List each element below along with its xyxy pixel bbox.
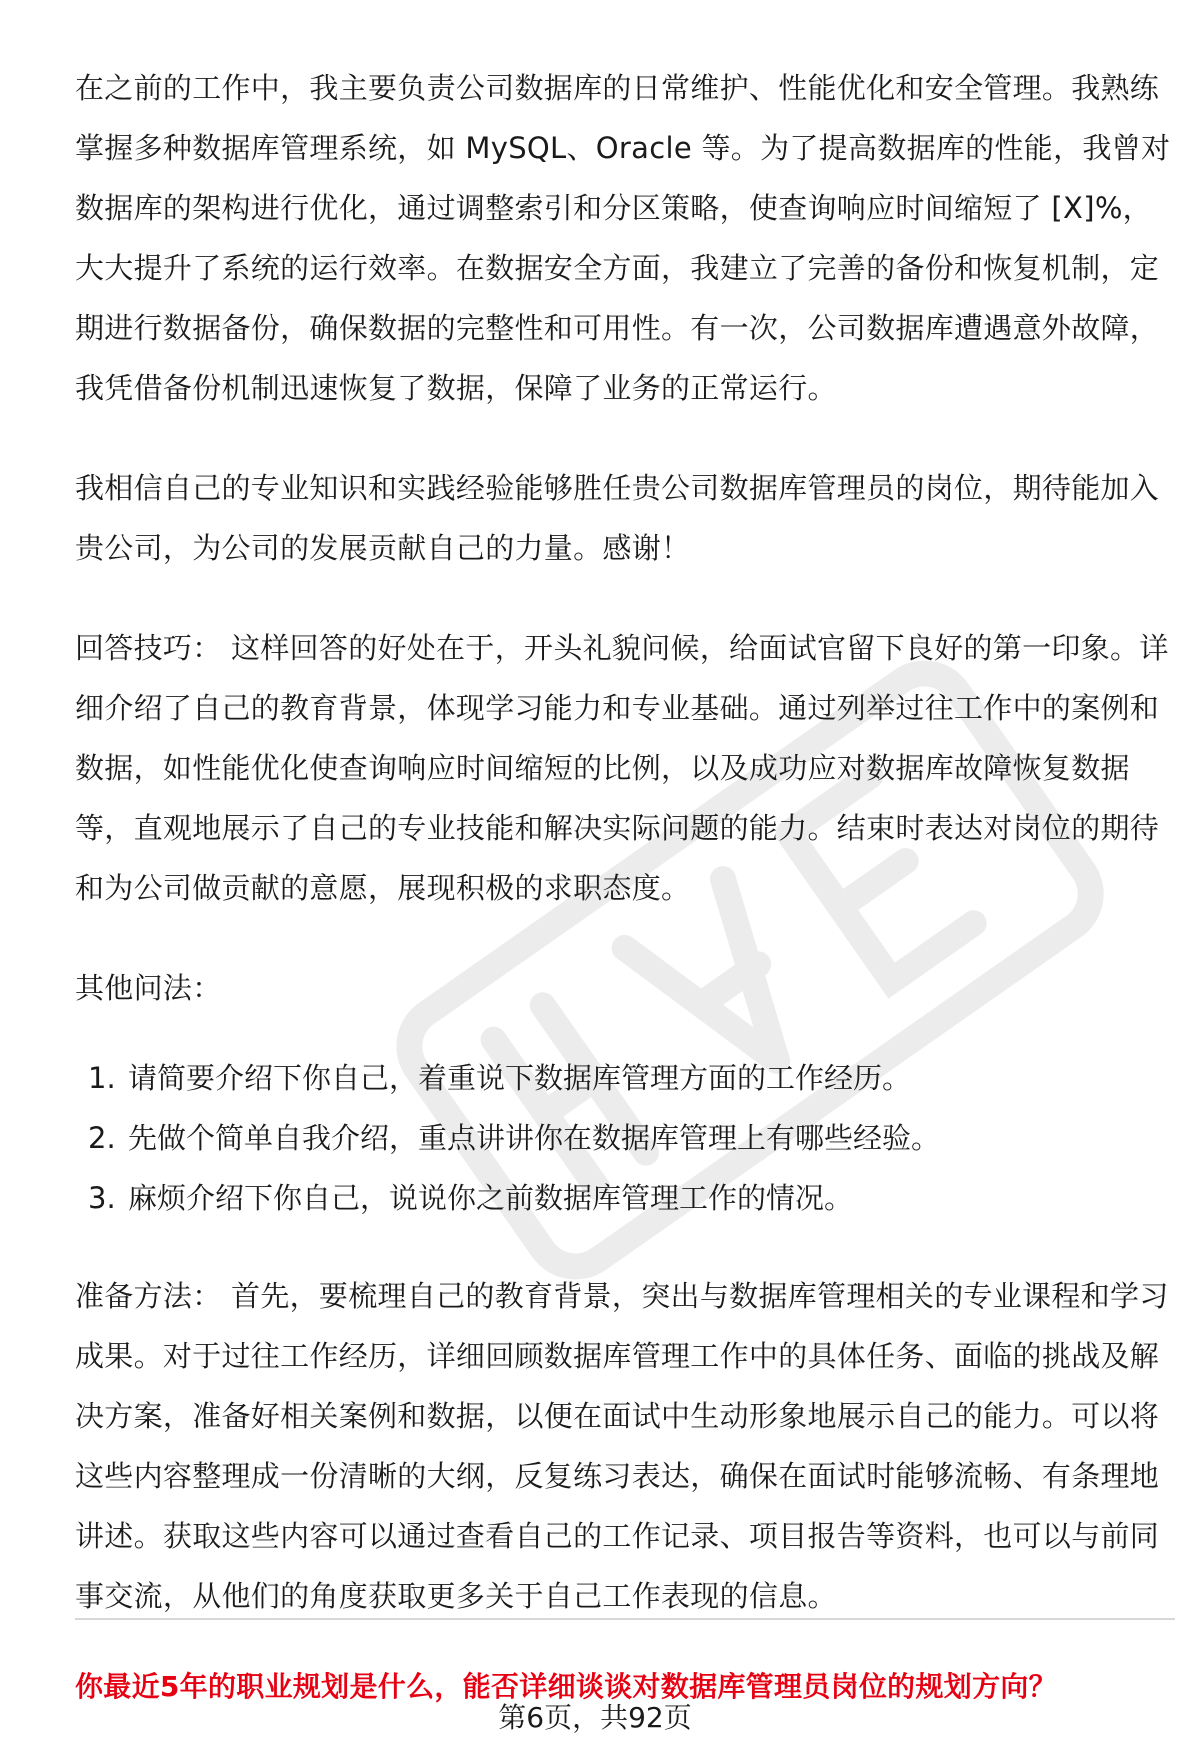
section-divider (75, 1618, 1175, 1620)
list-item (75, 1108, 1175, 1168)
page-footer: 第6页，共92页 (498, 1701, 692, 1734)
list-text: 请简要介绍下你自己，着重说下数据库管理方面的工作经历。 (128, 1061, 912, 1095)
other-questions-list (75, 1048, 1175, 1228)
paragraph-answer-tips: 回答技巧： 这样回答的好处在于，开头礼貌问候，给面试官留下良好的第一印象。详细介绍了自己的教育背景，体现学习能力和专业基础。通过列举过往工作中的案例和数据，如性能优化使查询响应时间缩短的比例，以及成功应对数据库故障恢复数据等，直观地展示了自己的专业技能和解决实际问题的能力。结束时表达对岗位的期待和为公司做贡献的意愿，展现积极的求职态度。 (75, 631, 1169, 905)
list-item (75, 1168, 1175, 1228)
list-text: 麻烦介绍下你自己，说说你之前数据库管理工作的情况。 (128, 1181, 854, 1215)
list-number: 2. (88, 1121, 116, 1155)
list-number: 1. (88, 1061, 116, 1095)
paragraph-preparation: 准备方法： 首先，要梳理自己的教育背景，突出与数据库管理相关的专业课程和学习成果。对于过往工作经历，详细回顾数据库管理工作中的具体任务、面临的挑战及解决方案，准备好相关案例和数据，以便在面试中生动形象地展示自己的能力。可以将这些内容整理成一份清晰的大纲，反复练习表达，确保在面试时能够流畅、有条理地讲述。获取这些内容可以通过查看自己的工作记录、项目报告等资料，也可以与前同事交流，从他们的角度获取更多关于自己工作表现的信息。 (75, 1279, 1169, 1613)
paragraph-work-experience: 在之前的工作中，我主要负责公司数据库的日常维护、性能优化和安全管理。我熟练掌握多种数据库管理系统，如 MySQL、Oracle 等。为了提高数据库的性能，我曾对数据库的架构进行优化，通过调整索引和分区策略，使查询响应时间缩短了 [X]%，大大提升了系统的运行效率。在数据安全方面，我建立了完善的备份和恢复机制，定期进行数据备份，确保数据的完整性和可用性。有一次，公司数据库遭遇意外故障，我凭借备份机制迅速恢复了数据，保障了业务的正常运行。 (75, 71, 1171, 405)
list-text: 先做个简单自我介绍，重点讲讲你在数据库管理上有哪些经验。 (128, 1121, 941, 1155)
list-number: 3. (88, 1181, 116, 1215)
document-body (75, 58, 1175, 1666)
paragraph-other-asks-heading: 其他问法： (75, 971, 222, 1005)
list-item (75, 1048, 1175, 1108)
paragraph-closing: 我相信自己的专业知识和实践经验能够胜任贵公司数据库管理员的岗位，期待能加入贵公司，为公司的发展贡献自己的力量。感谢！ (75, 471, 1160, 565)
next-question-heading: 你最近5年的职业规划是什么，能否详细谈谈对数据库管理员岗位的规划方向？ (75, 1670, 1057, 1703)
